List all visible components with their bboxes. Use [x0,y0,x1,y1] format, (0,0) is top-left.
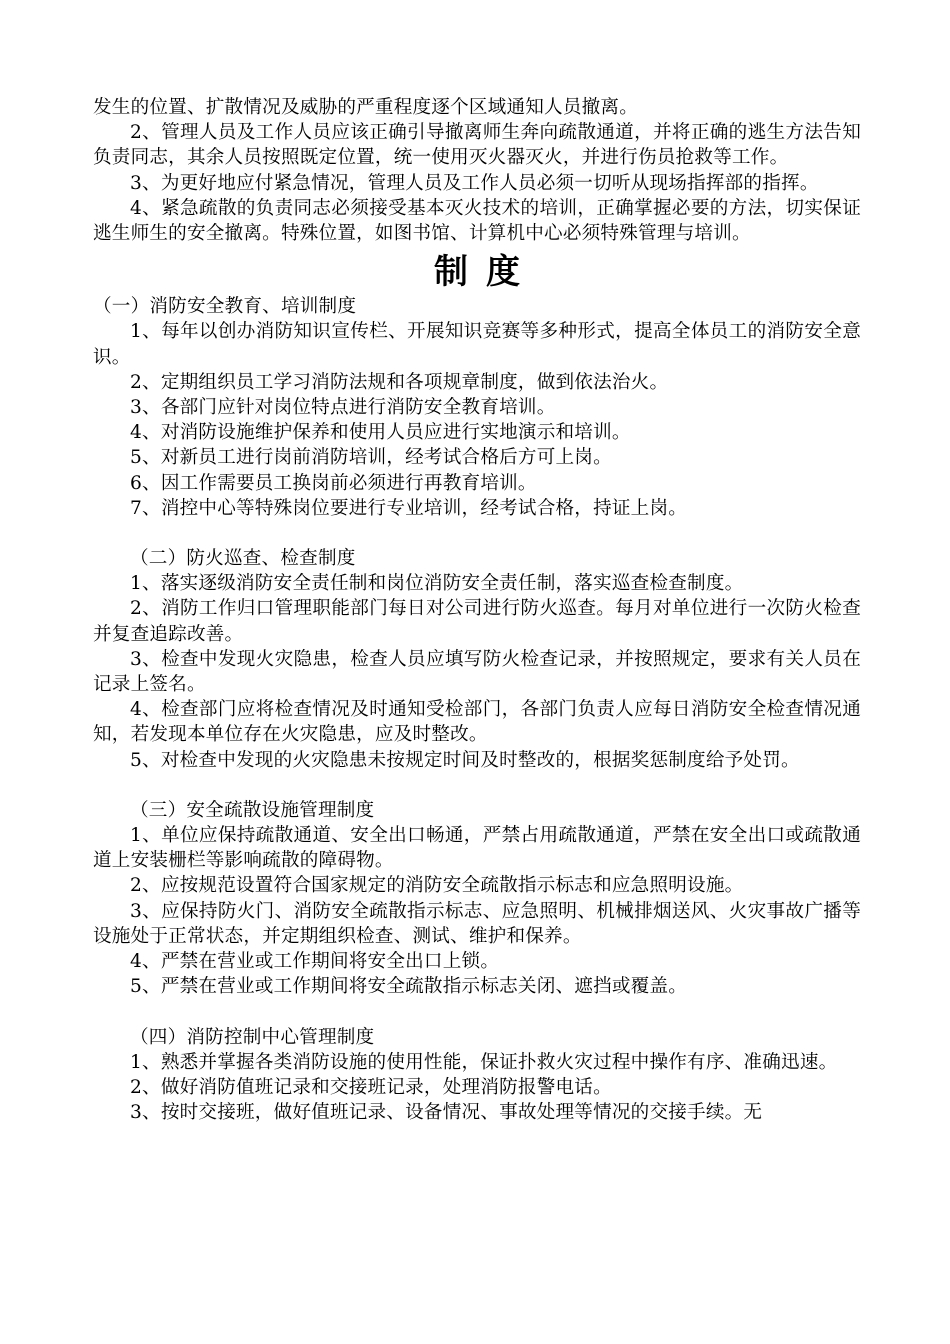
list-item: 2、定期组织员工学习消防法规和各项规章制度，做到依法治火。 [130,371,669,393]
section-spacer [93,1000,861,1025]
section-spacer [93,773,861,798]
document-page [93,95,861,1125]
list-item: 6、因工作需要员工换岗前必须进行再教育培训。 [130,472,537,494]
section-spacer [93,521,861,546]
intro-paragraph: 2、管理人员及工作人员应该正确引导撤离师生奔向疏散通道，并将正确的逃生方法告知负责同志，其余人员按照既定位置，统一使用灭火器灭火，并进行伤员抢救等工作。 [93,122,861,169]
list-item: 4、对消防设施维护保养和使用人员应进行实地演示和培训。 [130,422,631,444]
section-heading: （二）防火巡查、检查制度 [130,548,356,570]
list-item: 5、对新员工进行岗前消防培训，经考试合格后方可上岗。 [130,447,612,469]
list-item: 5、对检查中发现的火灾隐患未按规定时间及时整改的，根据奖惩制度给予处罚。 [130,749,800,771]
intro-paragraph: 3、为更好地应付紧急情况，管理人员及工作人员必须一切听从现场指挥部的指挥。 [130,172,819,194]
page-title: 制度 [434,252,538,293]
list-item: 2、消防工作归口管理职能部门每日对公司进行防火巡查。每月对单位进行一次防火检查并复查追踪改善。 [93,598,861,645]
list-item: 4、检查部门应将检查情况及时通知受检部门，各部门负责人应每日消防安全检查情况通知，若发现本单位存在火灾隐患，应及时整改。 [93,699,861,746]
list-item: 3、按时交接班，做好值班记录、设备情况、事故处理等情况的交接手续。无 [130,1102,763,1124]
list-item: 7、消控中心等特殊岗位要进行专业培训，经考试合格，持证上岗。 [130,497,688,519]
list-item: 3、应保持防火门、消防安全疏散指示标志、应急照明、机械排烟送风、火灾事故广播等设施处于正常状态，并定期组织检查、测试、维护和保养。 [93,900,861,947]
intro-paragraph: 4、紧急疏散的负责同志必须接受基本灭火技术的培训，正确掌握必要的方法，切实保证逃生师生的安全撤离。特殊位置，如图书馆、计算机中心必须特殊管理与培训。 [93,197,861,245]
list-item: 2、应按规范设置符合国家规定的消防安全疏散指示标志和应急照明设施。 [130,875,744,897]
list-item: 1、熟悉并掌握各类消防设施的使用性能，保证扑救火灾过程中操作有序、准确迅速。 [130,1051,838,1073]
intro-paragraph: 发生的位置、扩散情况及威胁的严重程度逐个区域通知人员撤离。 [93,97,639,118]
list-item: 1、每年以创办消防知识宣传栏、开展知识竞赛等多种形式，提高全体员工的消防安全意识。 [93,321,861,368]
list-item: 1、单位应保持疏散通道、安全出口畅通，严禁占用疏散通道，严禁在安全出口或疏散通道上安装栅栏等影响疏散的障碍物。 [93,825,861,872]
section-heading: （三）安全疏散设施管理制度 [130,799,375,821]
list-item: 1、落实逐级消防安全责任制和岗位消防安全责任制，落实巡查检查制度。 [130,573,744,595]
list-item: 2、做好消防值班记录和交接班记录，处理消防报警电话。 [130,1076,612,1098]
list-item: 5、严禁在营业或工作期间将安全疏散指示标志关闭、遮挡或覆盖。 [130,976,688,998]
section-heading: （四）消防控制中心管理制度 [130,1026,375,1048]
list-item: 3、检查中发现火灾隐患，检查人员应填写防火检查记录，并按照规定，要求有关人员在记录上签名。 [93,648,861,696]
section-heading: （一）消防安全教育、培训制度 [93,296,357,318]
list-item: 3、各部门应针对岗位特点进行消防安全教育培训。 [130,397,556,419]
list-item: 4、严禁在营业或工作期间将安全出口上锁。 [130,951,500,973]
